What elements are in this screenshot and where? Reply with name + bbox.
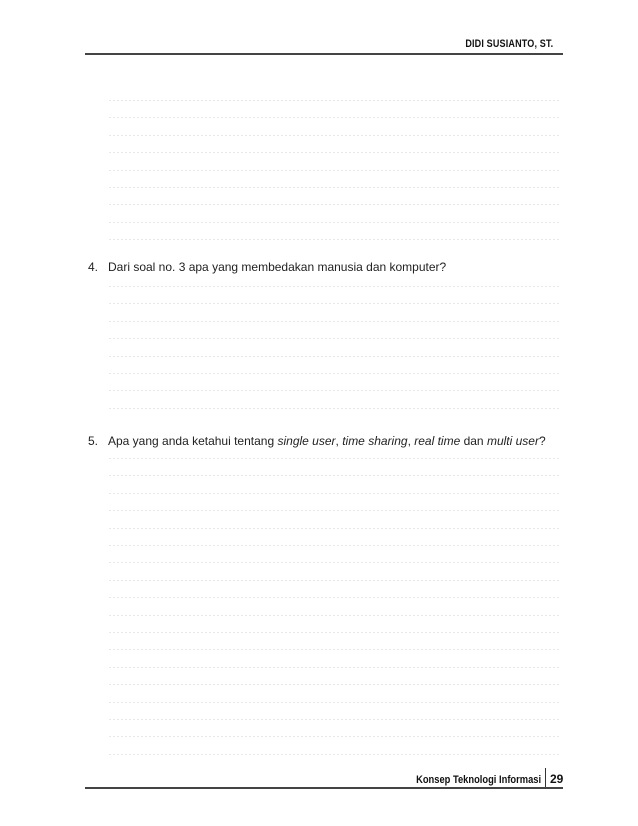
answer-line	[108, 667, 560, 668]
answer-line	[108, 736, 560, 737]
answer-line	[108, 649, 560, 650]
question-text-part: ?	[538, 434, 546, 448]
question-number: 5.	[88, 434, 99, 448]
footer-separator	[545, 768, 546, 788]
answer-line	[108, 528, 560, 529]
answer-line	[108, 754, 560, 755]
answer-line	[108, 204, 560, 205]
question-text-part: Apa yang anda ketahui tentang	[108, 434, 278, 448]
question-text-part: ,	[407, 434, 415, 448]
answer-line	[108, 510, 560, 511]
answer-line	[108, 475, 560, 476]
question-5	[88, 434, 546, 448]
answer-line	[108, 135, 560, 136]
answer-line	[108, 719, 560, 720]
term-single-user: single user	[277, 434, 336, 448]
page-number: 29	[550, 772, 564, 786]
header-rule	[85, 53, 563, 55]
question-4	[88, 260, 446, 274]
answer-line	[108, 338, 560, 339]
answer-line	[108, 458, 560, 459]
answer-line	[108, 100, 560, 101]
answer-line	[108, 187, 560, 188]
answer-line	[108, 321, 560, 322]
answer-line	[108, 170, 560, 171]
answer-line	[108, 117, 560, 118]
answer-line	[108, 580, 560, 581]
answer-line	[108, 493, 560, 494]
answer-line	[108, 545, 560, 546]
term-multi-user: multi user	[486, 434, 539, 448]
answer-line	[108, 597, 560, 598]
answer-line	[108, 356, 560, 357]
answer-line	[108, 286, 560, 287]
footer-rule	[85, 787, 563, 789]
answer-line	[108, 239, 560, 240]
question-text-part: dan	[460, 434, 487, 448]
answer-line	[108, 390, 560, 391]
term-time-sharing: time sharing	[342, 434, 408, 448]
answer-line	[108, 303, 560, 304]
answer-line	[108, 615, 560, 616]
answer-line	[108, 632, 560, 633]
question-text: Dari soal no. 3 apa yang membedakan manusia dan komputer?	[108, 260, 447, 274]
question-number: 4.	[88, 260, 99, 274]
answer-line	[108, 562, 560, 563]
footer-book-title: Konsep Teknologi Informasi	[415, 774, 541, 786]
answer-line	[108, 702, 560, 703]
answer-line	[108, 408, 560, 409]
answer-line	[108, 373, 560, 374]
question-text-part: ,	[335, 434, 343, 448]
answer-line	[108, 222, 560, 223]
page-header-author: DIDI SUSIANTO, ST.	[465, 38, 553, 50]
answer-line	[108, 684, 560, 685]
answer-line	[108, 152, 560, 153]
term-real-time: real time	[414, 434, 461, 448]
